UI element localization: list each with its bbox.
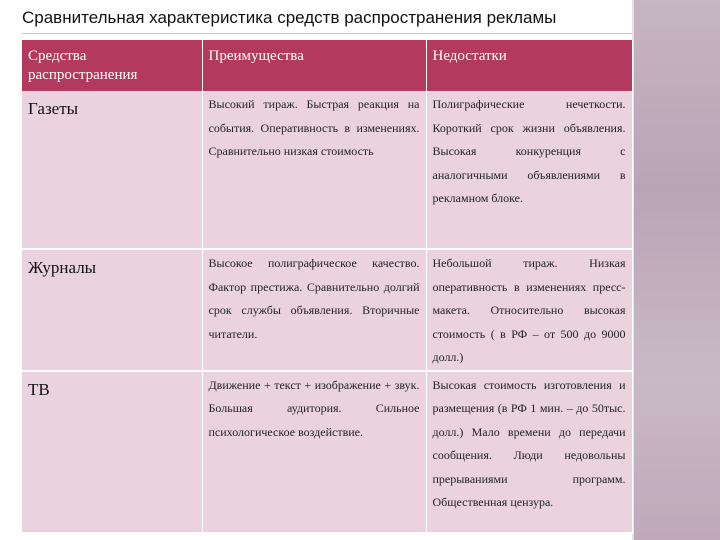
row-medium-tv: ТВ <box>22 371 202 533</box>
row-medium-magazines: Журналы <box>22 249 202 371</box>
row-advantages: Высокий тираж. Быстрая реакция на события. Оперативность в изменениях. Сравнительно низкая стоимость <box>202 91 426 249</box>
row-disadvantages: Небольшой тираж. Низкая оперативность в изменениях пресс-макета. Относительно высокая стоимость ( в РФ – от 500 до 9000 долл.) <box>426 249 632 371</box>
table-header-row <box>22 40 632 91</box>
table-row <box>22 249 632 371</box>
row-medium-newspapers: Газеты <box>22 91 202 249</box>
title-divider <box>22 33 632 34</box>
header-media: Средства распространения <box>22 40 202 91</box>
header-advantages: Преимущества <box>202 40 426 91</box>
header-disadvantages: Недостатки <box>426 40 632 91</box>
row-disadvantages: Полиграфические нечеткости. Короткий срок жизни объявления. Высокая конкуренция с аналогичными объявлениями в рекламном блоке. <box>426 91 632 249</box>
table-row <box>22 91 632 249</box>
decorative-side-band <box>632 0 720 540</box>
comparison-table <box>22 40 633 534</box>
row-advantages: Движение + текст + изображение + звук. Большая аудитория. Сильное психологическое воздействие. <box>202 371 426 533</box>
page-title: Сравнительная характеристика средств распространения рекламы <box>22 8 557 27</box>
row-advantages: Высокое полиграфическое качество. Фактор престижа. Сравнительно долгий срок службы объявления. Вторичные читатели. <box>202 249 426 371</box>
table-row <box>22 371 632 533</box>
row-disadvantages: Высокая стоимость изготовления и размещения (в РФ 1 мин. – до 50тыс. долл.) Мало времени до передачи сообщения. Люди недовольны прерываниями программ. Общественная цензура. <box>426 371 632 533</box>
